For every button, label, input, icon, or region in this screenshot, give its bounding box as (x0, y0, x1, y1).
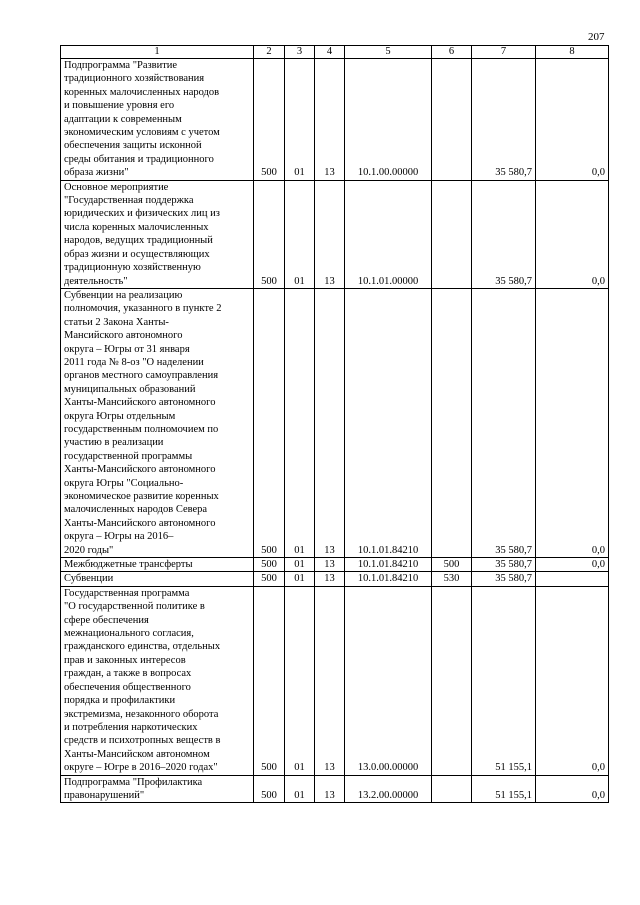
item-name: Субвенции на реализацию полномочия, указанного в пункте 2 статьи 2 Закона Ханты- Мансийского автономного округа – Югры от 31 января 2011 года № 8-оз "О наделении органов местного самоуправления муниципальных образований Ханты-Мансийского автономного округа Югры отдельным государственным полномочием по участию в реализации государственной программы Ханты-Мансийского автономного округа Югры "Социально- экономическое развитие коренных малочисленных народов Севера Ханты-Мансийского автономного округа – Югры на 2016– 2020 годы" (61, 288, 254, 557)
cell-col4: 13 (315, 180, 345, 288)
cell-col8: 0,0 (536, 59, 609, 181)
table-row (61, 775, 609, 803)
cell-col4: 13 (315, 288, 345, 557)
column-header: 7 (472, 46, 536, 59)
cell-col3: 01 (285, 180, 315, 288)
cell-col4: 13 (315, 558, 345, 572)
cell-col2: 500 (254, 180, 285, 288)
cell-col2: 500 (254, 775, 285, 803)
cell-col8 (536, 572, 609, 586)
cell-col7: 51 155,1 (472, 586, 536, 775)
cell-col5: 10.1.01.84210 (345, 288, 432, 557)
item-name: Основное мероприятие "Государственная поддержка юридических и физических лиц из числа коренных малочисленных народов, ведущих традиционный образ жизни и осуществляющих традиционную хозяйственную деятельность" (61, 180, 254, 288)
cell-col7: 35 580,7 (472, 558, 536, 572)
item-name: Подпрограмма "Развитие традиционного хозяйствования коренных малочисленных народов и повышение уровня его адаптации к современным экономическим условиям с учетом обеспечения защиты исконной среды обитания и традиционного образа жизни" (61, 59, 254, 181)
table-row (61, 586, 609, 775)
cell-col5: 13.0.00.00000 (345, 586, 432, 775)
cell-col2: 500 (254, 558, 285, 572)
page-number: 207 (588, 31, 605, 43)
column-header: 2 (254, 46, 285, 59)
table-row (61, 558, 609, 572)
table-row (61, 572, 609, 586)
column-header: 1 (61, 46, 254, 59)
cell-col5: 13.2.00.00000 (345, 775, 432, 803)
cell-col5: 10.1.00.00000 (345, 59, 432, 181)
column-header: 4 (315, 46, 345, 59)
cell-col3: 01 (285, 558, 315, 572)
cell-col7: 35 580,7 (472, 180, 536, 288)
cell-col2: 500 (254, 288, 285, 557)
cell-col4: 13 (315, 59, 345, 181)
column-header: 5 (345, 46, 432, 59)
cell-col5: 10.1.01.84210 (345, 558, 432, 572)
cell-col6: 530 (432, 572, 472, 586)
column-header: 3 (285, 46, 315, 59)
cell-col3: 01 (285, 59, 315, 181)
cell-col4: 13 (315, 586, 345, 775)
column-header: 8 (536, 46, 609, 59)
cell-col3: 01 (285, 572, 315, 586)
cell-col7: 51 155,1 (472, 775, 536, 803)
cell-col2: 500 (254, 59, 285, 181)
cell-col6 (432, 180, 472, 288)
item-name: Государственная программа "О государственной политике в сфере обеспечения межнационального согласия, гражданского единства, отдельных прав и законных интересов граждан, а также в вопросах обеспечения общественного порядка и профилактики экстремизма, незаконного оборота и потребления наркотических средств и психотропных веществ в Ханты-Мансийском автономном округе – Югре в 2016–2020 годах" (61, 586, 254, 775)
cell-col2: 500 (254, 572, 285, 586)
cell-col7: 35 580,7 (472, 288, 536, 557)
cell-col3: 01 (285, 288, 315, 557)
cell-col4: 13 (315, 572, 345, 586)
cell-col6 (432, 59, 472, 181)
cell-col3: 01 (285, 586, 315, 775)
cell-col8: 0,0 (536, 180, 609, 288)
table-header-row (61, 46, 609, 59)
cell-col6 (432, 288, 472, 557)
table-row (61, 180, 609, 288)
cell-col6 (432, 775, 472, 803)
cell-col5: 10.1.01.84210 (345, 572, 432, 586)
cell-col6: 500 (432, 558, 472, 572)
cell-col2: 500 (254, 586, 285, 775)
cell-col8: 0,0 (536, 775, 609, 803)
cell-col6 (432, 586, 472, 775)
item-name: Межбюджетные трансферты (61, 558, 254, 572)
cell-col3: 01 (285, 775, 315, 803)
item-name: Подпрограмма "Профилактика правонарушений" (61, 775, 254, 803)
column-header: 6 (432, 46, 472, 59)
table-row (61, 59, 609, 181)
cell-col8: 0,0 (536, 586, 609, 775)
cell-col8: 0,0 (536, 558, 609, 572)
cell-col7: 35 580,7 (472, 572, 536, 586)
item-name: Субвенции (61, 572, 254, 586)
table-row (61, 288, 609, 557)
cell-col5: 10.1.01.00000 (345, 180, 432, 288)
cell-col4: 13 (315, 775, 345, 803)
cell-col7: 35 580,7 (472, 59, 536, 181)
cell-col8: 0,0 (536, 288, 609, 557)
budget-table (60, 45, 609, 803)
